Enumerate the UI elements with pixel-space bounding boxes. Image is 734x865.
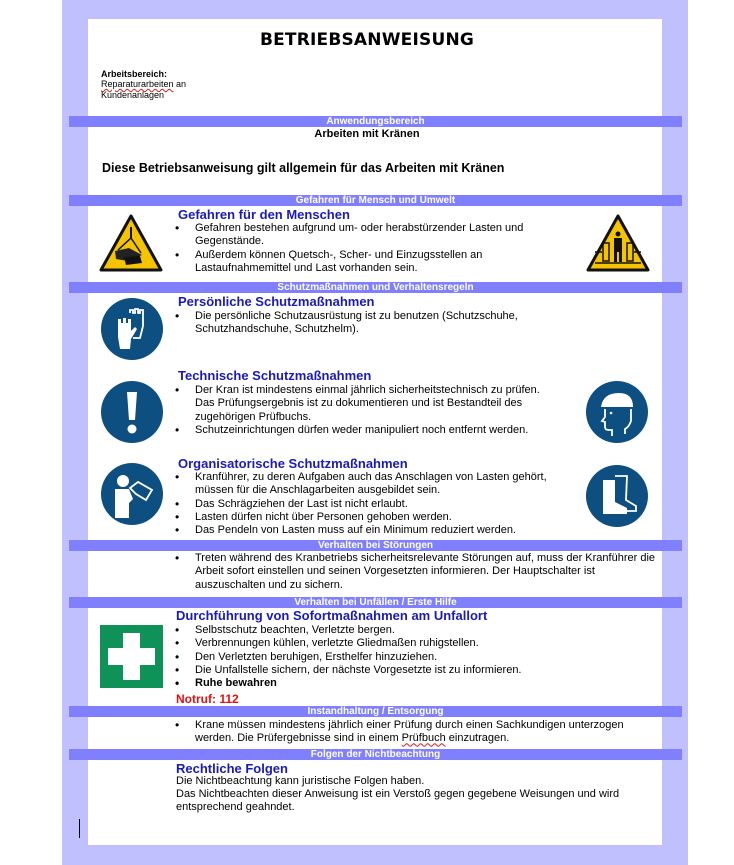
list-item: • Gefahren bestehen aufgrund um- oder herabstürzender Lasten und Gegenstände. (175, 222, 545, 249)
list-item: • Krane müssen mindestens jährlich einer Prüfung durch einen Sachkundigen unterzogen werden. Die Prüfergebnisse sind in einem Prüfbuch einzutragen. (175, 719, 655, 746)
list-item: • Treten während des Kranbetriebs sicherheitsrelevante Störungen auf, muss der Kranführer die Arbeit sofort einstellen und seinen Vorgesetzten informieren. Der Hauptschalter ist auszuschalten und zu sichern. (175, 552, 660, 592)
maintenance-list (175, 719, 655, 746)
text-cursor (79, 819, 80, 838)
section-bar-maintenance: Instandhaltung / Entsorgung (69, 706, 682, 717)
mandatory-exclamation-icon (100, 380, 164, 444)
list-item: • Die persönliche Schutzausrüstung ist zu benutzen (Schutzschuhe, Schutzhandschuhe, Schutzhelm). (175, 310, 545, 337)
hazards-heading: Gefahren für den Menschen (178, 207, 350, 222)
crushing-hazard-warning-icon (585, 213, 651, 273)
list-item: • Verbrennungen kühlen, verletzte Gliedmaßen ruhigstellen. (175, 637, 595, 650)
consequences-line-1: Die Nichtbeachtung kann juristische Folgen haben. (176, 775, 425, 787)
wear-safety-boots-icon (585, 464, 649, 528)
hazards-list (175, 222, 545, 275)
list-item: • Der Kran ist mindestens einmal jährlich sicherheitstechnisch zu prüfen. Das Prüfungsergebnis ist zu dokumentieren und ist Bestandteil des zugehörigen Prüfbuchs. (175, 384, 555, 424)
organizational-protection-heading: Organisatorische Schutzmaßnahmen (178, 456, 408, 471)
spellcheck-word[interactable]: Prüfbuch (401, 732, 446, 745)
list-item: • Schutzeinrichtungen dürfen weder manipuliert noch entfernt werden. (175, 424, 555, 437)
section-bar-scope: Anwendungsbereich (69, 116, 682, 127)
wear-helmet-icon (585, 380, 649, 444)
list-item: • Außerdem können Quetsch-, Scher- und Einzugsstellen an Lastaufnahmemittel und Last vorhanden sein. (175, 249, 545, 276)
work-area-value: Reparaturarbeiten an Kundenanlagen (101, 79, 187, 100)
read-instructions-icon (100, 462, 164, 526)
scope-subtitle: Arbeiten mit Kränen (314, 128, 420, 140)
list-item: • Lasten dürfen nicht über Personen gehoben werden. (175, 511, 575, 524)
emergency-number: Notruf: 112 (176, 692, 239, 706)
section-bar-malfunctions: Verhalten bei Störungen (69, 540, 682, 551)
section-bar-hazards: Gefahren für Mensch und Umwelt (69, 195, 682, 206)
consequences-line-2: Das Nichtbeachten dieser Anweisung ist ein Verstoß gegen gegebene Weisungen und wird entsprechend geahndet. (176, 788, 620, 814)
malfunctions-list (175, 552, 660, 592)
list-item: • Die Unfallstelle sichern, der nächste Vorgesetzte ist zu informieren. (175, 664, 595, 677)
first-aid-heading: Durchführung von Sofortmaßnahmen am Unfallort (176, 608, 488, 623)
personal-protection-list (175, 310, 545, 337)
suspended-load-warning-icon (98, 213, 164, 273)
page-title: BETRIEBSANWEISUNG (259, 30, 475, 50)
list-item: • Das Pendeln von Lasten muss auf ein Minimum reduziert werden. (175, 524, 575, 537)
list-item: • Ruhe bewahren (175, 677, 595, 690)
first-aid-cross-icon (100, 625, 163, 688)
spellcheck-word[interactable]: Reparaturarbeiten (101, 79, 174, 89)
wear-gloves-icon (100, 297, 164, 361)
section-bar-consequences: Folgen der Nichtbeachtung (69, 749, 682, 760)
personal-protection-heading: Persönliche Schutzmaßnahmen (178, 294, 375, 309)
list-item: • Den Verletzten beruhigen, Ersthelfer hinzuziehen. (175, 651, 595, 664)
technical-protection-list (175, 384, 555, 437)
list-item: • Das Schrägziehen der Last ist nicht erlaubt. (175, 498, 575, 511)
work-area-label: Arbeitsbereich: (101, 69, 168, 79)
consequences-heading: Rechtliche Folgen (176, 761, 288, 776)
organizational-protection-list (175, 471, 575, 537)
technical-protection-heading: Technische Schutzmaßnahmen (178, 368, 372, 383)
section-bar-first-aid: Verhalten bei Unfällen / Erste Hilfe (69, 597, 682, 608)
list-item: • Selbstschutz beachten, Verletzte bergen. (175, 624, 595, 637)
section-bar-protection: Schutzmaßnahmen und Verhaltensregeln (69, 282, 682, 293)
scope-statement: Diese Betriebsanweisung gilt allgemein für das Arbeiten mit Kränen (102, 161, 505, 175)
list-item: • Kranführer, zu deren Aufgaben auch das Anschlagen von Lasten gehört, müssen für die Anschlagarbeiten ausgebildet sein. (175, 471, 575, 498)
first-aid-list (175, 624, 595, 690)
